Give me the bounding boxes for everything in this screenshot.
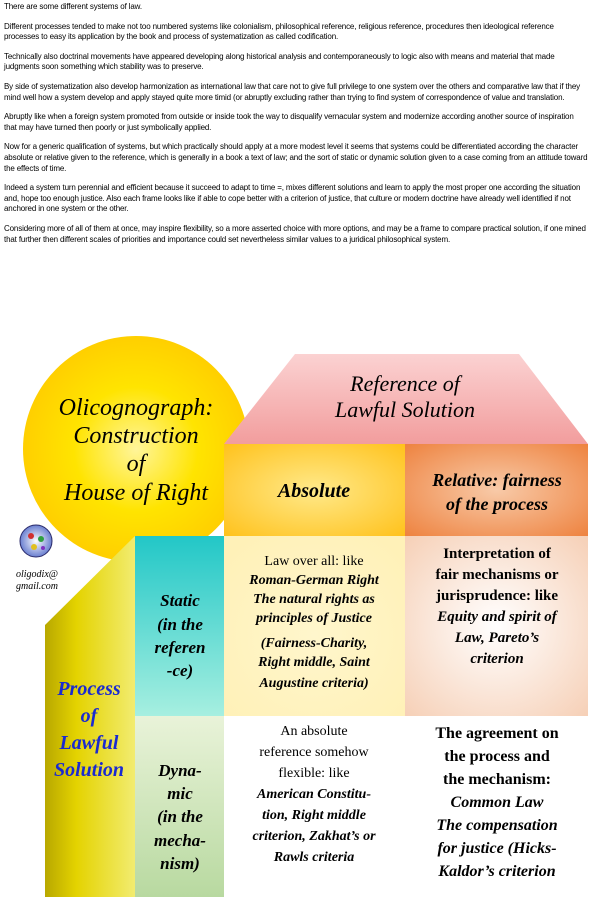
dynamic-label-line: nism) <box>160 854 200 873</box>
dynamic-relative-line: The agreement on <box>435 725 559 742</box>
static-absolute-line: Roman-German Right <box>249 573 379 588</box>
static-relative-line: Interpretation of <box>443 546 551 562</box>
paragraph: Considering more of all of them at once, may inspire flexibility, so a more asserted choice with more options, and may be a frame to compare practical solution, if one mined that further then different scales of priorities and importance could set nevertheless similar values to a juridical philosophical system. <box>4 223 586 244</box>
dynamic-label-line: (in the <box>157 807 203 826</box>
dynamic-absolute-line: reference somehow <box>259 745 369 760</box>
dynamic-absolute-line: An absolute <box>280 724 348 739</box>
side-title-line: Process <box>57 678 121 700</box>
paragraph: Abruptly like when a foreign system promoted from outside or inside took the way to disqualify vernacular system and modernize according another source of inspiration that may have turned then poorly or just symbolically applied. <box>4 112 574 132</box>
paragraph: Now for a generic qualification of systems, but which practically should apply at a more modest level it seems that systems could be differentiated according the character absolute or relative given to the reference, which is generally in a book a text of law; and the sort of static or dynamic solution given to a case coming from an attitude toward the effects of time. <box>4 142 588 173</box>
static-absolute-line: Law over all: like <box>264 554 364 569</box>
relative-label-line: Relative: fairness <box>432 470 562 490</box>
dynamic-label-line: mecha- <box>154 831 206 850</box>
paragraph: Indeed a system turn perennial and efficient because it succeed to adapt to time =, mixes different solutions and learn to apply the most proper one according the situation and, hope too enough justice. Also each frame looks like if able to cope better with a criterion of justice, that culture or modern doctrine have already well identified if not anchored in one system or the other. <box>4 183 581 214</box>
dynamic-relative-line: the process and <box>444 748 550 765</box>
paragraph: Different processes tended to make not too numbered systems like colonialism, philosophical reference, religious reference, procedures then ideological reference processes to easy its application by the book and process of systematization as called codification. <box>4 21 554 42</box>
dynamic-absolute-line: criterion, Zakhat’s or <box>252 829 376 844</box>
roof-title-line: Reference of <box>350 371 460 396</box>
dynamic-absolute-cell <box>224 716 405 897</box>
dynamic-absolute-line: flexible: like <box>278 766 350 781</box>
dynamic-relative-line: The compensation <box>436 817 558 834</box>
static-relative-line: Equity and spirit of <box>437 609 557 625</box>
contact-line: gmail.com <box>16 581 58 592</box>
sun-title-line: House of Right <box>64 480 208 506</box>
static-label-line: referen <box>154 638 206 657</box>
static-relative-line: Law, Pareto’s <box>454 630 540 646</box>
dynamic-relative-line: Kaldor’s criterion <box>438 863 556 880</box>
paragraph: There are some different systems of law. <box>4 2 142 11</box>
dynamic-relative-line: Common Law <box>450 794 544 811</box>
sun-title-line: Construction <box>73 423 199 449</box>
dynamic-label-line: Dyna- <box>158 761 202 780</box>
static-label-line: (in the <box>157 615 203 634</box>
sun-title-line: of <box>126 451 146 477</box>
static-absolute-line: Augustine criteria) <box>259 676 369 691</box>
static-relative-line: fair mechanisms or <box>435 567 559 583</box>
static-relative-cell <box>405 536 588 716</box>
relative-label-line: of the process <box>446 494 548 514</box>
paragraph: Technically also doctrinal movements have appeared developing along historical analysis and contemporaneously to logic also with means and material that made judgments soon something which stability was to preserve. <box>4 51 555 72</box>
globe-logo-icon <box>20 525 52 557</box>
absolute-label: Absolute <box>277 480 351 502</box>
dynamic-relative-line: for justice (Hicks- <box>437 840 557 857</box>
dynamic-absolute-line: American Constitu- <box>257 787 371 802</box>
relative-header-cell <box>405 444 588 536</box>
static-relative-line: jurisprudence: like <box>435 588 559 604</box>
roof-title-line: Lawful Solution <box>335 397 475 422</box>
sun-circle <box>23 336 249 562</box>
dynamic-absolute-line: tion, Right middle <box>262 808 366 823</box>
paragraph: By side of systematization also develop harmonization as international law that care not to give full privilege to one system over the others and comparative law that if they mind well how a system develop and apply stayed quite more timid (or abruptly excluding rather than trying to find system of correspondence of value and translation. <box>4 81 580 102</box>
dynamic-relative-line: the mechanism: <box>443 771 551 788</box>
dynamic-absolute-line: Rawls criteria <box>273 850 355 865</box>
side-title-line: of <box>80 705 98 727</box>
static-relative-line: criterion <box>470 651 524 667</box>
static-absolute-line: (Fairness-Charity, <box>260 636 368 651</box>
dynamic-label-line: mic <box>167 784 193 803</box>
static-label-line: Static <box>160 591 200 610</box>
side-title-line: Solution <box>53 759 125 781</box>
static-absolute-line: Right middle, Saint <box>258 655 370 670</box>
side-title-line: Lawful <box>59 732 119 754</box>
static-label-line: -ce) <box>166 661 194 680</box>
sun-title-line: Olicognograph: <box>58 395 214 421</box>
static-absolute-line: principles of Justice <box>256 611 372 626</box>
static-absolute-line: The natural rights as <box>253 592 375 607</box>
contact-line: oligodix@ <box>16 569 58 580</box>
